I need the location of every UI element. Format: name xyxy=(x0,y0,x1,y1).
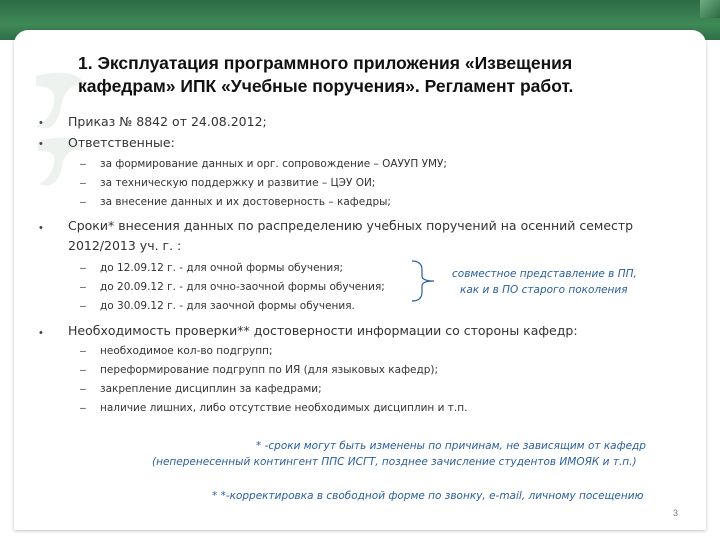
check-sub-item: необходимое кол-во подгрупп; xyxy=(100,345,273,357)
dash-marker: – xyxy=(80,262,86,274)
bullet-marker: • xyxy=(39,117,43,129)
dash-marker: – xyxy=(80,383,86,395)
footnote-star-1-line-1: * -сроки могут быть изменены по причинам, не зависящим от кафедр xyxy=(256,440,646,452)
deadlines-text-line-1: Сроки* внесения данных по распределению учебных поручений на осенний семестр xyxy=(68,218,634,233)
title-line-2: кафедрам» ИПК «Учебные поручения». Регламент работ. xyxy=(78,76,574,96)
joint-note-line-1: совместное представление в ПП, xyxy=(452,268,637,280)
responsible-sub-item: за формирование данных и орг. сопровождение – ОАУУП УМУ; xyxy=(100,158,447,170)
check-sub-item: наличие лишних, либо отсутствие необходимых дисциплин и т.п. xyxy=(100,402,468,414)
corner-decoration xyxy=(700,0,720,18)
bullet-marker: • xyxy=(39,138,43,150)
dash-marker: – xyxy=(80,177,86,189)
title-line-1: 1. Эксплуатация программного приложения «Извещения xyxy=(78,53,573,73)
check-sub-item: переформирование подгрупп по ИЯ (для языковых кафедр); xyxy=(100,364,439,376)
dash-marker: – xyxy=(80,300,86,312)
responsible-sub-item: за внесение данных и их достоверность – кафедры; xyxy=(100,196,391,208)
responsible-sub-item: за техническую поддержку и развитие – ЦЭУ ОИ; xyxy=(100,177,376,189)
footnote-star-2: * *-корректировка в свободной форме по звонку, e-mail, личному посещению xyxy=(212,490,644,502)
order-text: Приказ № 8842 от 24.08.2012; xyxy=(68,114,267,129)
joint-note-line-2: как и в ПО старого поколения xyxy=(460,284,628,296)
dash-marker: – xyxy=(80,345,86,357)
deadline-sub-item: до 30.09.12 г. - для заочной формы обучения. xyxy=(100,300,355,312)
check-sub-item: закрепление дисциплин за кафедрами; xyxy=(100,383,322,395)
footnote-star-1-line-2: (неперенесенный контингент ППС ИСГТ, позднее зачисление студентов ИМОЯК и т.п.) xyxy=(152,456,637,468)
dash-marker: – xyxy=(80,196,86,208)
slide-sheet xyxy=(14,30,706,530)
deadline-sub-item: до 20.09.12 г. - для очно-заочной формы обучения; xyxy=(100,281,385,293)
deadlines-text-line-2: 2012/2013 уч. г. : xyxy=(68,238,182,253)
dash-marker: – xyxy=(80,281,86,293)
bullet-marker: • xyxy=(39,222,43,234)
brace-icon xyxy=(408,258,438,304)
bullet-marker: • xyxy=(39,327,43,339)
page-number: 3 xyxy=(673,508,679,518)
slide-title xyxy=(78,52,678,98)
check-text: Необходимость проверки** достоверности информации со стороны кафедр: xyxy=(68,323,578,338)
deadline-sub-item: до 12.09.12 г. - для очной формы обучения; xyxy=(100,262,344,274)
dash-marker: – xyxy=(80,402,86,414)
responsible-heading: Ответственные: xyxy=(68,135,175,150)
dash-marker: – xyxy=(80,158,86,170)
dash-marker: – xyxy=(80,364,86,376)
